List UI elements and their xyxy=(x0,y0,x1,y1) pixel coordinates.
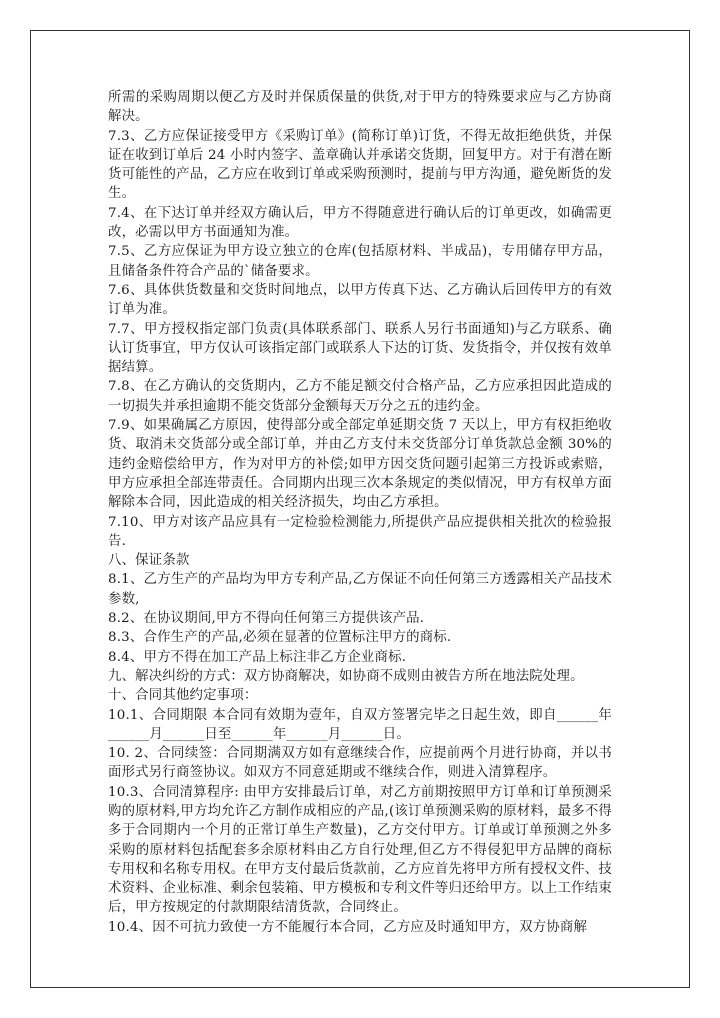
paragraph-10-4: 10.4、因不可抗力致使一方不能履行本合同，乙方应及时通知甲方，双方协商解 xyxy=(108,919,588,935)
paragraph-8-3: 8.3、合作生产的产品,必须在显著的位置标注甲方的商标. xyxy=(108,630,452,646)
paragraph-7-10: 7.10、甲方对该产品应具有一定检验检测能力,所提供产品应提供相关批次的检验报告. xyxy=(108,514,612,549)
section-heading-9: 九、解决纠纷的方式：双方协商解决，如协商不成则由被告方所在地法院处理。 xyxy=(108,668,584,684)
section-heading-10: 十、合同其他约定事项： xyxy=(108,688,258,704)
paragraph-7-6: 7.6、具体供货数量和交货时间地点，以甲方传真下达、乙方确认后回传甲方的有效订单为准。 xyxy=(108,282,612,318)
paragraph-8-2: 8.2、在协议期间,甲方不得向任何第三方提供该产品. xyxy=(108,611,425,627)
paragraph-7-5: 7.5、乙方应保证为甲方设立独立的仓库(包括原材料、半成品)，专用储存甲方品，且储备条件符合产品的`储备要求。 xyxy=(108,244,612,279)
paragraph-7-4: 7.4、在下达订单并经双方确认后，甲方不得随意进行确认后的订单更改，如确需更改，必需以甲方书面通知为准。 xyxy=(108,205,612,241)
paragraph-7-9: 7.9、如果确属乙方原因，使得部分或全部定单延期交货 7 天以上，甲方有权拒绝收货、取消未交货部分或全部订单，并由乙方支付未交货部分订单货款总金额 30%的违约金赔偿给甲方，作为对甲方的补偿;如甲方因交货问题引起第三方投诉或索赔，甲方应承担全部连带责任。合同期内出现三次本条规定的类似情况，甲方有权单方面解除本合同，因此造成的相关经济损失，均由乙方承担。 xyxy=(108,418,612,511)
paragraph-10-1: 10.1、合同期限 本合同有效期为壹年，自双方签署完毕之日起生效，即自______年______月______日至______年______月______日。 xyxy=(108,707,612,742)
paragraph-10-3: 10.3、合同清算程序: 由甲方安排最后订单，对乙方前期按照甲方订单和订单预测采购的原材料,甲方均允许乙方制作成相应的产品,(该订单预测采购的原材料，最多不得多于合同期内一个月的正常订单生产数量)，乙方交付甲方。订单或订单预测之外多采购的原材料包括配套多余原材料由乙方自行处理,但乙方不得侵犯甲方品牌的商标专用权和名称专用权。在甲方支付最后货款前，乙方应首先将甲方所有授权文件、技术资料、企业标准、剩余包装箱、甲方模板和专利文件等归还给甲方。以上工作结束后，甲方按规定的付款期限结清货款，合同终止。 xyxy=(108,784,612,916)
paragraph-8-4: 8.4、甲方不得在加工产品上标注非乙方企业商标. xyxy=(108,649,407,665)
section-heading-8: 八、保证条款 xyxy=(108,553,190,569)
paragraph-7-3: 7.3、乙方应保证接受甲方《采购订单》(简称订单)订货，不得无故拒绝供货，并保证在收到订单后 24 小时内签字、盖章确认并承诺交货期，回复甲方。对于有潜在断货可能性的产品，乙方应在收到订单或采购预测时，提前与甲方沟通，避免断货的发生。 xyxy=(108,128,612,202)
paragraph-8-1: 8.1、乙方生产的产品均为甲方专利产品,乙方保证不向任何第三方透露相关产品技术参数, xyxy=(108,572,612,607)
paragraph-7-7: 7.7、甲方授权指定部门负责(具体联系部门、联系人另行书面通知)与乙方联系、确认订货事宜，甲方仅认可该指定部门或联系人下达的订货、发货指令，并仅按有效单据结算。 xyxy=(108,321,612,376)
paragraph-7-8: 7.8、在乙方确认的交货期内，乙方不能足额交付合格产品，乙方应承担因此造成的一切损失并承担逾期不能交货部分金额每天万分之五的违约金。 xyxy=(108,379,612,414)
document-body xyxy=(108,88,612,937)
paragraph-procurement-cycle: 所需的采购周期以便乙方及时并保质保量的供货,对于甲方的特殊要求应与乙方协商解决。 xyxy=(108,90,612,125)
paragraph-10-2: 10. 2、合同续签：合同期满双方如有意继续合作，应提前两个月进行协商，并以书面形式另行商签协议。如双方不同意延期或不继续合作，则进入清算程序。 xyxy=(108,746,612,781)
